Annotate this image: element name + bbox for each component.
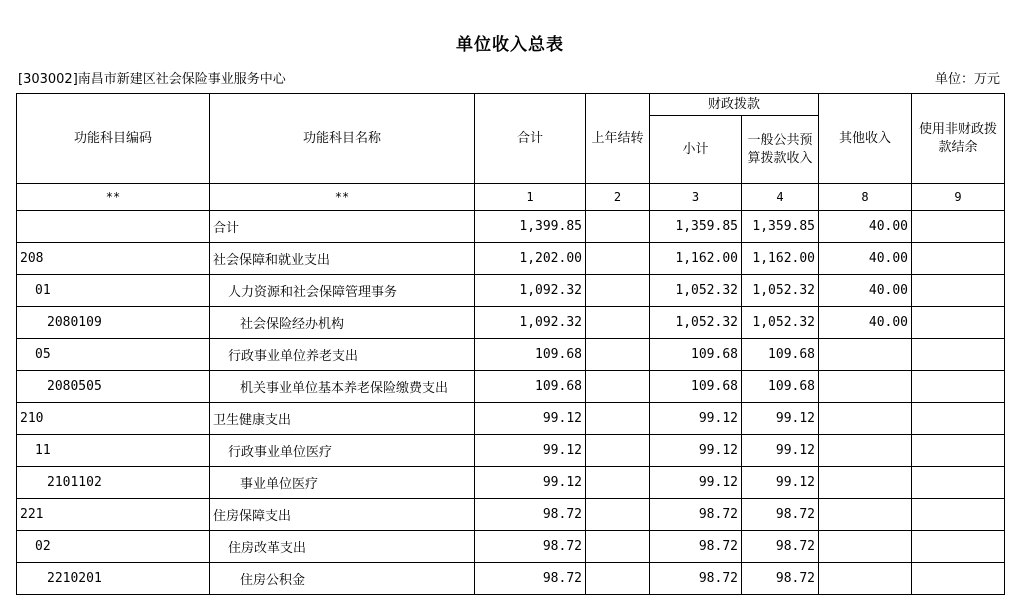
index-cell: 3: [650, 184, 742, 211]
cell-carryover: [586, 435, 650, 467]
cell-other-income: [819, 403, 912, 435]
cell-non-fiscal: [912, 307, 1005, 339]
cell-code: 210: [17, 403, 210, 435]
cell-code: 221: [17, 499, 210, 531]
cell-fiscal-subtotal: 1,359.85: [650, 211, 742, 243]
cell-code: 2080109: [17, 307, 210, 339]
cell-other-income: [819, 499, 912, 531]
cell-carryover: [586, 467, 650, 499]
table-row: [17, 563, 1005, 595]
cell-fiscal-subtotal: 1,052.32: [650, 275, 742, 307]
cell-carryover: [586, 499, 650, 531]
cell-non-fiscal: [912, 499, 1005, 531]
cell-code: 11: [17, 435, 210, 467]
cell-fiscal-subtotal: 1,162.00: [650, 243, 742, 275]
cell-non-fiscal: [912, 403, 1005, 435]
cell-fiscal-subtotal: 109.68: [650, 339, 742, 371]
index-row: [17, 184, 1005, 211]
header-non-fiscal: 使用非财政拨款结余: [912, 94, 1005, 184]
header-total: 合计: [475, 94, 586, 184]
table-row: [17, 211, 1005, 243]
cell-name: 行政事业单位医疗: [210, 435, 475, 467]
cell-name: 卫生健康支出: [210, 403, 475, 435]
cell-other-income: 40.00: [819, 243, 912, 275]
cell-name: 住房公积金: [210, 563, 475, 595]
cell-non-fiscal: [912, 563, 1005, 595]
index-cell: 9: [912, 184, 1005, 211]
table-row: [17, 531, 1005, 563]
cell-total: 1,399.85: [475, 211, 586, 243]
cell-code: 01: [17, 275, 210, 307]
cell-non-fiscal: [912, 275, 1005, 307]
cell-fiscal-general: 1,162.00: [742, 243, 819, 275]
cell-fiscal-general: 99.12: [742, 467, 819, 499]
cell-fiscal-general: 1,052.32: [742, 307, 819, 339]
cell-fiscal-general: 99.12: [742, 403, 819, 435]
cell-total: 109.68: [475, 339, 586, 371]
cell-non-fiscal: [912, 371, 1005, 403]
cell-carryover: [586, 339, 650, 371]
income-summary-table: [16, 93, 1005, 595]
cell-fiscal-subtotal: 1,052.32: [650, 307, 742, 339]
cell-carryover: [586, 275, 650, 307]
unit-organization: [303002]南昌市新建区社会保险事业服务中心: [18, 72, 286, 87]
cell-other-income: [819, 371, 912, 403]
cell-total: 1,092.32: [475, 307, 586, 339]
cell-name: 住房保障支出: [210, 499, 475, 531]
table-row: [17, 467, 1005, 499]
index-cell: 1: [475, 184, 586, 211]
cell-fiscal-subtotal: 98.72: [650, 563, 742, 595]
cell-fiscal-general: 99.12: [742, 435, 819, 467]
cell-code: 2080505: [17, 371, 210, 403]
header-carryover: 上年结转: [586, 94, 650, 184]
header-fiscal-general: 一般公共预算拨款收入: [742, 116, 819, 184]
cell-carryover: [586, 307, 650, 339]
cell-fiscal-general: 1,052.32: [742, 275, 819, 307]
cell-fiscal-general: 1,359.85: [742, 211, 819, 243]
cell-name: 住房改革支出: [210, 531, 475, 563]
cell-carryover: [586, 243, 650, 275]
cell-code: 2210201: [17, 563, 210, 595]
table-row: [17, 435, 1005, 467]
cell-code: [17, 211, 210, 243]
cell-total: 98.72: [475, 563, 586, 595]
cell-other-income: [819, 467, 912, 499]
cell-name: 人力资源和社会保障管理事务: [210, 275, 475, 307]
table-row: [17, 403, 1005, 435]
table-row: [17, 243, 1005, 275]
header-code: 功能科目编码: [17, 94, 210, 184]
table-row: [17, 275, 1005, 307]
table-row: [17, 371, 1005, 403]
cell-total: 99.12: [475, 435, 586, 467]
table-row: [17, 307, 1005, 339]
cell-other-income: 40.00: [819, 275, 912, 307]
cell-carryover: [586, 211, 650, 243]
cell-total: 1,092.32: [475, 275, 586, 307]
cell-total: 98.72: [475, 499, 586, 531]
cell-name: 社会保障和就业支出: [210, 243, 475, 275]
cell-carryover: [586, 371, 650, 403]
cell-fiscal-subtotal: 109.68: [650, 371, 742, 403]
report-title: 单位收入总表: [456, 35, 564, 55]
cell-fiscal-subtotal: 99.12: [650, 467, 742, 499]
cell-fiscal-subtotal: 98.72: [650, 531, 742, 563]
cell-other-income: 40.00: [819, 211, 912, 243]
cell-name: 行政事业单位养老支出: [210, 339, 475, 371]
cell-fiscal-subtotal: 98.72: [650, 499, 742, 531]
header-name: 功能科目名称: [210, 94, 475, 184]
cell-non-fiscal: [912, 467, 1005, 499]
header-other-income: 其他收入: [819, 94, 912, 184]
cell-other-income: 40.00: [819, 307, 912, 339]
index-cell: **: [210, 184, 475, 211]
table-row: [17, 339, 1005, 371]
table-body: [17, 184, 1005, 595]
cell-fiscal-subtotal: 99.12: [650, 435, 742, 467]
cell-non-fiscal: [912, 339, 1005, 371]
cell-fiscal-general: 109.68: [742, 339, 819, 371]
cell-carryover: [586, 563, 650, 595]
cell-other-income: [819, 339, 912, 371]
cell-other-income: [819, 531, 912, 563]
cell-total: 1,202.00: [475, 243, 586, 275]
cell-total: 109.68: [475, 371, 586, 403]
currency-unit: 单位：万元: [934, 72, 1000, 87]
cell-non-fiscal: [912, 211, 1005, 243]
cell-name: 社会保险经办机构: [210, 307, 475, 339]
cell-fiscal-general: 98.72: [742, 563, 819, 595]
cell-code: 208: [17, 243, 210, 275]
cell-name: 机关事业单位基本养老保险缴费支出: [210, 371, 475, 403]
table-row: [17, 499, 1005, 531]
cell-fiscal-general: 98.72: [742, 531, 819, 563]
cell-non-fiscal: [912, 531, 1005, 563]
index-cell: 8: [819, 184, 912, 211]
cell-fiscal-subtotal: 99.12: [650, 403, 742, 435]
cell-fiscal-general: 98.72: [742, 499, 819, 531]
index-cell: 2: [586, 184, 650, 211]
cell-name: 合计: [210, 211, 475, 243]
cell-carryover: [586, 403, 650, 435]
cell-non-fiscal: [912, 435, 1005, 467]
header-fiscal-subtotal: 小计: [650, 116, 742, 184]
index-cell: 4: [742, 184, 819, 211]
cell-carryover: [586, 531, 650, 563]
index-cell: **: [17, 184, 210, 211]
header-fiscal-group: 财政拨款: [650, 94, 819, 116]
cell-other-income: [819, 435, 912, 467]
cell-non-fiscal: [912, 243, 1005, 275]
cell-fiscal-general: 109.68: [742, 371, 819, 403]
cell-total: 99.12: [475, 467, 586, 499]
cell-code: 02: [17, 531, 210, 563]
cell-total: 98.72: [475, 531, 586, 563]
cell-code: 05: [17, 339, 210, 371]
cell-other-income: [819, 563, 912, 595]
cell-name: 事业单位医疗: [210, 467, 475, 499]
cell-code: 2101102: [17, 467, 210, 499]
cell-total: 99.12: [475, 403, 586, 435]
